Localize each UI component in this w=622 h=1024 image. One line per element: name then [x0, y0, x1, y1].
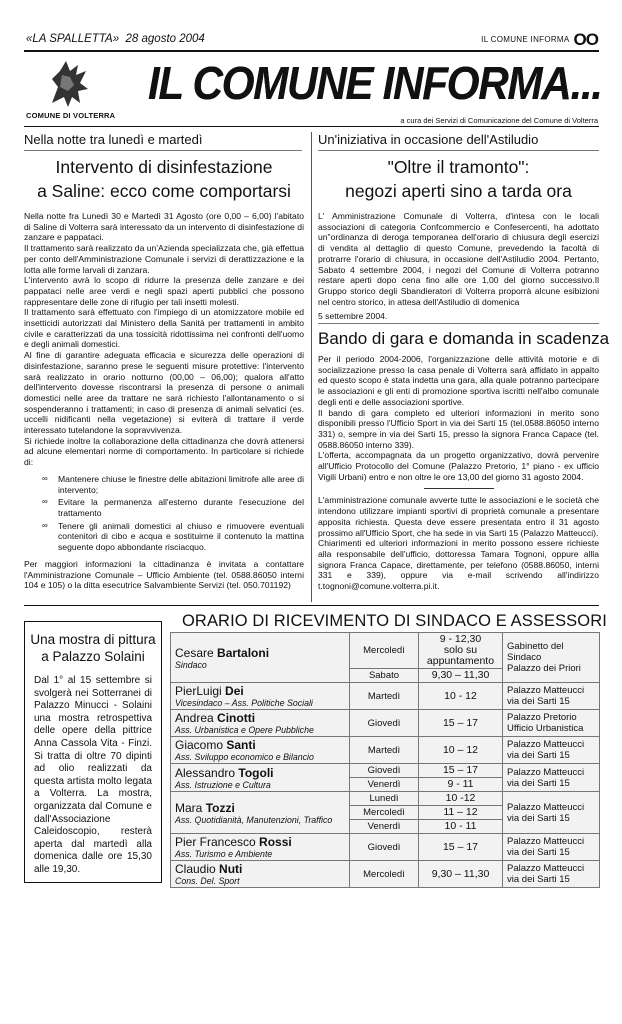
person-name: [175, 738, 345, 752]
table-row: [171, 861, 600, 888]
table-row: [171, 834, 600, 861]
orario-title: ORARIO DI RICEVIMENTO DI SINDACO E ASSESSORI: [182, 612, 607, 630]
sidebar-mostra: [24, 621, 162, 883]
location-cell: Palazzo Matteucci via dei Sarti 15: [503, 834, 600, 861]
kicker-rule: [318, 150, 599, 151]
person-name: [175, 684, 345, 698]
bullet-list: [24, 474, 304, 553]
person-role: Sindaco: [175, 659, 207, 670]
person-name: [175, 801, 345, 815]
day-cell: Venerdì: [350, 820, 419, 834]
lower-rule: [24, 605, 599, 606]
first-name: Giacomo: [175, 738, 224, 752]
paragraph: Si richiede inoltre la collaborazione della cittadinanza che dovrà attenersi ad alcune elementari norme di comportamento. In particolare si richiede di:: [24, 435, 304, 468]
hours-cell: 15 – 17: [419, 764, 503, 778]
table-row: [171, 737, 600, 764]
person-role: Ass. Istruzione e Cultura: [175, 779, 271, 790]
article-headline: Bando di gara e domanda in scadenza: [318, 329, 610, 348]
section-rule: [318, 323, 599, 324]
table-row: [171, 764, 600, 778]
hours-cell: 9 - 12,30 solo su appuntamento: [419, 633, 503, 669]
location-cell: Palazzo Matteucci via dei Sarti 15: [503, 792, 600, 834]
person-name: [175, 711, 345, 725]
paragraph: Il trattamento sarà realizzato da un'Azienda specializzata che, già effettua per conto dell'Amministrazione Comunale i servizi di derattizzazione e la lotta alle forme larvali di zanzara.: [24, 243, 304, 275]
table-row: [171, 710, 600, 737]
paragraph: Al fine di garantire adeguata efficacia e sicurezza delle operazioni di disinfestazione, saranno prese le seguenti misure protettive: l'intervento sarà realizzato in orario notturno (00,00 – 06,00); qualora all'atto dell'intervento dovesse riscontrarsi la presenza di persone o animali domestici nelle aree da trattare ne sarà richiesto l'allontanamento o si sospenderanno i trattamenti; in caso di presenza di animali selvatici (es. uccelli nidificanti nella vegetazione) si eviterà di trattare il verde interessato tutelandone la sopravvivenza.: [24, 350, 304, 436]
day-cell: Mercoledì: [350, 806, 419, 820]
article-kicker: Un'iniziativa in occasione dell'Astiludio: [318, 132, 539, 147]
paragraph: L'amministrazione comunale avverte tutte le associazioni e le società che intendono utilizzare impianti sportivi di proprietà comunale a presentare apposita richiesta. Questa deve essere presentata entro il 31 agosto prossimo all'Ufficio Sport, che ha sede in via Sarti 15 (Palazzo Matteucci).: [318, 495, 599, 538]
person-role: Ass. Turismo e Ambiente: [175, 849, 273, 859]
first-name: Cesare: [175, 645, 214, 660]
sidebar-title-1: Una mostra di pittura: [30, 632, 156, 647]
location-cell: Palazzo Matteucci via dei Sarti 15: [503, 737, 600, 764]
table-row: [171, 792, 600, 806]
section-label: [481, 30, 598, 50]
hours-cell: 10 -12: [419, 792, 503, 806]
article-bando-di-gara: [318, 323, 610, 592]
day-cell: Venerdì: [350, 778, 419, 792]
hours-cell: 9,30 – 11,30: [419, 861, 503, 888]
last-name: Bartaloni: [217, 645, 270, 660]
paragraph: L'offerta, accompagnata da un progetto organizzativo, dovrà pervenire all'Ufficio Protocollo del Comune (Palazzo Pretorio, 1° piano - ex ufficio Vigili Urbani) entro e non oltre le ore 13,00 del giorno 31 agosto 2004.: [318, 450, 599, 482]
paragraph: L'intervento avrà lo scopo di ridurre la presenza delle zanzare e dei pappataci nelle aree verdi e negli spazi aperti pubblici che possono rappresentare delle zone di rifugio per tali insetti molesti.: [24, 275, 304, 307]
paragraph: Il bando di gara completo ed ulteriori informazioni in merito sono disponibili presso l'Ufficio Sport in via dei Sarti 15 (tel.0588.86050 interno 331) o, sempre in via dei Sarti 15, presso la signora Franca Capace (tel. 0588.86050 interno 339).: [318, 407, 599, 450]
first-name: Claudio: [175, 862, 216, 876]
day-cell: Mercoledì: [350, 633, 419, 669]
hours-cell: 10 - 11: [419, 820, 503, 834]
person-role: Ass. Quotidianità, Manutenzioni, Traffico: [175, 814, 333, 825]
date-line: 5 settembre 2004.: [318, 311, 388, 322]
person-cell: [171, 683, 350, 710]
location-cell: Palazzo Matteucci via dei Sarti 15: [503, 861, 600, 888]
top-rule: [24, 50, 599, 52]
paragraph: Chiarimenti ed ulteriori informazioni in merito possono essere richieste alla responsabile dell'ufficio, dottoressa Tamara Tognoni, oppure allla signora Franca Capace, direttamente, per telefono (0588.86050, interni 331 e 339), oppure via e-mail scrivendo all'indirizzo t.tognoni@comune.volterra.pi.it.: [318, 538, 599, 592]
orario-table: [170, 632, 600, 888]
logo-caption: COMUNE DI VOLTERRA: [26, 111, 116, 120]
location-cell: Palazzo Pretorio Ufficio Urbanistica: [503, 710, 600, 737]
issue-date: 28 agosto 2004: [125, 33, 205, 45]
table-row: [171, 683, 600, 710]
bullet-icon: ∞: [42, 520, 48, 530]
day-cell: Giovedì: [350, 764, 419, 778]
paper-name: «LA SPALLETTA»: [26, 33, 120, 45]
day-cell: Sabato: [350, 669, 419, 683]
article-body: [318, 211, 599, 322]
article-disinfestazione: [24, 132, 304, 591]
person-name: [175, 646, 345, 660]
last-name: Tozzi: [205, 800, 235, 815]
hours-cell: 11 – 12: [419, 806, 503, 820]
location-cell: Palazzo Matteucci via dei Sarti 15: [503, 764, 600, 792]
article-headline-2: a Saline: ecco come comportarsi: [37, 181, 291, 201]
masthead-rule: [24, 126, 599, 127]
last-name: Cinotti: [217, 711, 256, 725]
person-cell: [171, 792, 350, 834]
bullet-icon: ∞: [42, 473, 48, 483]
day-cell: Martedì: [350, 683, 419, 710]
day-cell: Martedì: [350, 737, 419, 764]
hours-cell: 10 - 12: [419, 683, 503, 710]
issue-line: [26, 33, 205, 45]
person-name: [175, 766, 345, 780]
section-name: IL COMUNE INFORMA: [481, 35, 570, 44]
masthead-title: IL COMUNE INFORMA...: [148, 57, 602, 109]
kicker-rule: [24, 150, 302, 151]
paragraph: Il trattamento sarà effettuato con l'impiego di un atomizzatore mobile ed insetticidi autorizzati dal Ministero della Sanità per trattamenti in ambito civile e caratterizzati da una tossicità ridottissima nei confronti dell'uomo e degli animali domestici.: [24, 307, 304, 350]
person-cell: [171, 710, 350, 737]
day-cell: Giovedì: [350, 834, 419, 861]
bullet-icon: ∞: [42, 497, 48, 507]
article-headline-1: Intervento di disinfestazione: [55, 157, 273, 177]
hours-cell: 9 - 11: [419, 778, 503, 792]
person-cell: [171, 737, 350, 764]
griffin-logo: [40, 57, 95, 112]
person-cell: [171, 633, 350, 683]
person-role: Vicesindaco – Ass. Politiche Sociali: [175, 698, 313, 708]
table-row: [171, 633, 600, 669]
hours-cell: 9,30 – 11,30: [419, 669, 503, 683]
article-body: [24, 211, 304, 591]
last-name: Nuti: [219, 862, 243, 876]
last-name: Santi: [226, 738, 256, 752]
paragraph: Nella notte fra Lunedì 30 e Martedì 31 Agosto (ore 0,00 – 6,00) l'abitato di Saline di Volterra sarà interessato da un intervento di disinfestazione di zanzare e pappataci.: [24, 211, 304, 243]
first-name: PierLuigi: [175, 684, 222, 698]
list-item: [24, 497, 304, 518]
paragraph: Per il periodo 2004-2006, l'organizzazione delle attività motorie e di socializzazione presso la casa penale di Volterra sarà affidato in appalto ed questo scopo è stata indetta una gara, alla quale potranno partecipare le associazioni e gli enti di promozione sportiva iscritti nell'albo comunale degli enti e delle associazioni sportive.: [318, 354, 599, 407]
column-divider: [311, 132, 312, 602]
masthead-subline: a cura dei Servizi di Comunicazione del Comune di Volterra: [400, 116, 598, 125]
person-name: [175, 835, 345, 849]
article-oltre-il-tramonto: [318, 132, 599, 322]
sidebar-title-2: a Palazzo Solaini: [41, 649, 145, 664]
article-kicker: Nella notte tra lunedì e martedì: [24, 132, 203, 147]
article-headline-2: negozi aperti sino a tarda ora: [345, 181, 572, 201]
person-cell: [171, 834, 350, 861]
hours-cell: 15 – 17: [419, 710, 503, 737]
sidebar-body: Dal 1° al 15 settembre si svolgerà nei Sotterranei di Palazzo Minucci - Solaini una mostra retrospettiva delle opere della pittrice Anna Cassola Vita - Finzi. Si tratta di oltre 70 dipinti ad olio realizzati da questa artista molto legata a Volterra. La mostra, organizzata dal Comune e dall'Associazione Caleidoscopio, resterà aperta dal martedì alla domenica dalle ore 15,30 alle 19,30.: [34, 675, 152, 875]
list-item-text: Mantenere chiuse le finestre delle abitazioni limitrofe alle aree di intervento;: [58, 473, 304, 495]
first-name: Alessandro: [175, 765, 236, 780]
page-number: OO: [573, 30, 598, 49]
first-name: Mara: [175, 800, 203, 815]
list-item-text: Evitare la permanenza all'esterno durante l'esecuzione del trattamento: [58, 497, 304, 518]
hours-cell: 10 – 12: [419, 737, 503, 764]
last-name: Rossi: [259, 835, 292, 849]
day-cell: Giovedì: [350, 710, 419, 737]
person-cell: [171, 861, 350, 888]
list-item: [24, 474, 304, 495]
paragraph: L' Amministrazione Comunale di Volterra, d'intesa con le locali associazioni di categoria Confcommercio e Confesercenti, ha adottato un"ordinanza di deroga temporanea dell'orario di chiusura degli esercizi di vendita al dettaglio di questo Comune, prevedendo la facoltà di protrarre l'orario di chiusura, in occasione dell'Astiludio 2004. Pertanto, Sabato 4 settembre 2004, i negozi del Comune di Volterra potranno restare aperti dopo cena fino alle ore 1,00 del giorno successivo.Il Gruppo storico degli Sbandieratori di Volterra proporrà alcune esibizioni nel centro storico, in attesa dell'Astiludio di domenica: [318, 211, 599, 307]
location-cell: Palazzo Matteucci via dei Sarti 15: [503, 683, 600, 710]
day-cell: Mercoledì: [350, 861, 419, 888]
day-cell: Lunedì: [350, 792, 419, 806]
last-name: Dei: [225, 684, 244, 698]
first-name: Pier Francesco: [175, 835, 256, 849]
person-name: [175, 862, 345, 876]
first-name: Andrea: [175, 711, 214, 725]
person-role: Cons. Del. Sport: [175, 876, 240, 886]
last-name: Togoli: [238, 765, 274, 780]
article-headline-1: "Oltre il tramonto":: [387, 157, 530, 177]
hours-cell: 15 – 17: [419, 834, 503, 861]
person-role: Ass. Sviluppo economico e Bilancio: [175, 752, 314, 762]
closing-paragraph: Per maggiori informazioni la cittadinanza è invitata a contattare l'Amministrazione Comunale – Ufficio Ambiente (tel. 0588.86050 interni 104 e 105) o la ditta esecutrice Salvambiente Servizi (tel. 050.701192): [24, 558, 304, 591]
person-role: Ass. Urbanistica e Opere Pubbliche: [175, 725, 314, 735]
person-cell: [171, 764, 350, 792]
separator: [424, 488, 494, 489]
list-item: [24, 521, 304, 553]
article-body: [318, 354, 599, 592]
location-cell: Gabinetto del Sindaco Palazzo dei Priori: [503, 633, 600, 683]
list-item-text: Tenere gli animali domestici al chiuso e rimuovere eventuali contenitori di cibo e acqua e sostituirne il contenuto la mattina seguente dopo abbondante risciacquo.: [58, 520, 304, 553]
